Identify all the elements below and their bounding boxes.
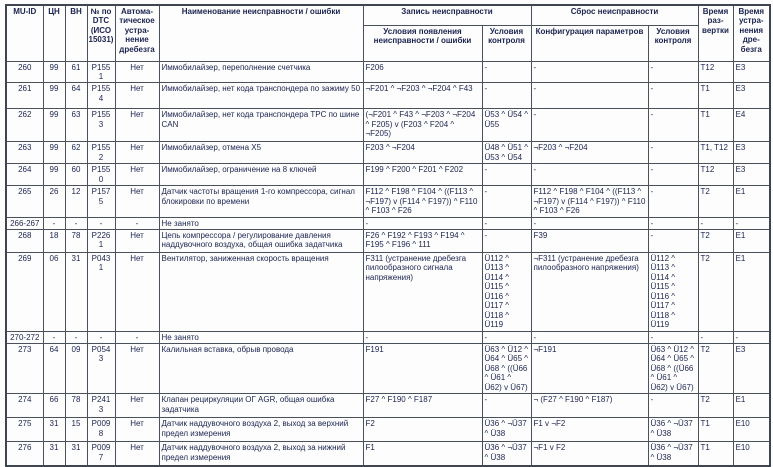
cell-record-control: Ü48 ^ Ü51 ^ Ü53 ^ Ü54 (482, 142, 531, 164)
cell-reset-control: - (648, 164, 698, 186)
table-row (6, 394, 770, 418)
cell-record-control: - (482, 217, 531, 229)
cell-record-control: Ü112 ^ Ü113 ^ Ü114 ^ Ü115 ^ Ü116 ^ Ü117 ^ Ü118 ^ Ü119 (482, 253, 531, 332)
cell-sweep-time: T1 (698, 83, 733, 109)
cell-fault-name: Иммобилайзер, ограничение на 8 ключей (159, 164, 363, 186)
cell-record-control: Ü63 ^ Ü12 ^ Ü64 ^ Ü65 ^ Ü68 ^ ((Ü66 ^ Ü61 ^ Ü62) v Ü67) (482, 343, 531, 393)
cell-auto-debounce: Нет (115, 394, 159, 418)
cell-record-control: - (482, 186, 531, 217)
cell-fault-name: Датчик наддувочного воздуха 2, выход за верхний предел измерения (159, 418, 363, 442)
cell-cn: 18 (43, 230, 65, 253)
cell-auto-debounce: Нет (115, 164, 159, 186)
cell-vn: 12 (65, 186, 87, 217)
cell-record-conditions: F203 ^ ¬F204 (363, 142, 482, 164)
cell-vn: 31 (65, 442, 87, 466)
cell-record-control: - (482, 83, 531, 109)
cell-muid: 266-267 (6, 217, 43, 229)
cell-cn: 99 (43, 109, 65, 142)
cell-cn: 99 (43, 142, 65, 164)
cell-sweep-time: T2 (698, 343, 733, 393)
cell-cn: 31 (43, 442, 65, 466)
cell-dtc-code: - (87, 217, 115, 229)
cell-reset-control: Ü36 ^ ¬Ü37 ^ Ü38 (648, 418, 698, 442)
cell-debounce-time: E10 (733, 418, 770, 442)
cell-reset-control: - (648, 394, 698, 418)
cell-muid: 260 (6, 61, 43, 83)
cell-reset-config: ¬F203 ^ ¬F204 (531, 142, 648, 164)
cell-record-conditions: F27 ^ F190 ^ F187 (363, 394, 482, 418)
cell-debounce-time: E1 (733, 230, 770, 253)
cell-debounce-time: E1 (733, 394, 770, 418)
cell-sweep-time: T2 (698, 253, 733, 332)
table-row (6, 83, 770, 109)
cell-dtc-code: P1552 (87, 142, 115, 164)
cell-sweep-time: - (698, 217, 733, 229)
cell-auto-debounce: Нет (115, 186, 159, 217)
col-header-vn: ВН (65, 5, 87, 61)
cell-reset-control: - (648, 217, 698, 229)
cell-cn: 31 (43, 418, 65, 442)
cell-muid: 263 (6, 142, 43, 164)
cell-muid: 273 (6, 343, 43, 393)
cell-muid: 262 (6, 109, 43, 142)
cell-debounce-time: E1 (733, 186, 770, 217)
cell-reset-config: - (531, 83, 648, 109)
table-row (6, 164, 770, 186)
cell-muid: 270-272 (6, 331, 43, 343)
cell-auto-debounce: Нет (115, 343, 159, 393)
cell-dtc-code: P0543 (87, 343, 115, 393)
cell-sweep-time: T1 (698, 442, 733, 466)
cell-debounce-time: E3 (733, 164, 770, 186)
cell-auto-debounce: - (115, 217, 159, 229)
col-header-reset-control: Условия контроля (648, 25, 698, 61)
cell-record-control: - (482, 331, 531, 343)
cell-vn: 31 (65, 253, 87, 332)
cell-record-conditions: F112 ^ F198 ^ F104 ^ ((F113 ^ ¬F197) v (F114 ^ F197)) ^ F110 ^ F103 ^ F26 (363, 186, 482, 217)
cell-auto-debounce: - (115, 331, 159, 343)
cell-reset-config: F112 ^ F198 ^ F104 ^ ((F113 ^ ¬F197) v (F114 ^ F197)) ^ F110 ^ F103 ^ F26 (531, 186, 648, 217)
table-row (6, 61, 770, 83)
cell-vn: 61 (65, 61, 87, 83)
cell-reset-config: F1 v ¬F2 (531, 418, 648, 442)
cell-sweep-time: T1 (698, 109, 733, 142)
table-row (6, 442, 770, 466)
col-header-auto-debounce: Автома-тическое устра-нение дребезга (115, 5, 159, 61)
cell-vn: 63 (65, 109, 87, 142)
col-header-record-conditions: Условия появления неисправности / ошибки (363, 25, 482, 61)
cell-record-control: - (482, 394, 531, 418)
cell-record-conditions: F311 (устранение дребезга пилообразного сигнала напряжения) (363, 253, 482, 332)
cell-dtc-code: P1553 (87, 109, 115, 142)
col-header-record-control: Условия контроля (482, 25, 531, 61)
cell-reset-control: Ü63 ^ Ü12 ^ Ü64 ^ Ü65 ^ Ü68 ^ ((Ü66 ^ Ü61 ^ Ü62) v Ü67) (648, 343, 698, 393)
table-row (6, 230, 770, 253)
table-body (6, 61, 770, 466)
cell-muid: 276 (6, 442, 43, 466)
cell-record-conditions: F2 (363, 418, 482, 442)
cell-dtc-code: P2261 (87, 230, 115, 253)
cell-vn: 09 (65, 343, 87, 393)
cell-debounce-time: E3 (733, 343, 770, 393)
cell-muid: 261 (6, 83, 43, 109)
cell-record-control: - (482, 164, 531, 186)
cell-cn: - (43, 217, 65, 229)
cell-muid: 264 (6, 164, 43, 186)
cell-reset-config: - (531, 61, 648, 83)
cell-record-conditions: ¬F201 ^ ¬F203 ^ ¬F204 ^ F43 (363, 83, 482, 109)
cell-sweep-time: T12 (698, 164, 733, 186)
cell-reset-control: - (648, 331, 698, 343)
cell-cn: 66 (43, 394, 65, 418)
cell-dtc-code: P1551 (87, 61, 115, 83)
cell-record-control: - (482, 230, 531, 253)
cell-debounce-time: E10 (733, 442, 770, 466)
cell-sweep-time: T12 (698, 61, 733, 83)
cell-fault-name: Не занято (159, 331, 363, 343)
cell-vn: 15 (65, 418, 87, 442)
cell-cn: 26 (43, 186, 65, 217)
cell-fault-name: Клапан рециркуляции ОГ AGR, общая ошибка задатчика (159, 394, 363, 418)
cell-record-control: Ü36 ^ ¬Ü37 ^ Ü38 (482, 442, 531, 466)
table-row (6, 418, 770, 442)
table-row (6, 343, 770, 393)
table-row (6, 186, 770, 217)
cell-cn: 99 (43, 83, 65, 109)
cell-vn: 60 (65, 164, 87, 186)
cell-dtc-code: P0097 (87, 442, 115, 466)
cell-dtc-code: P0098 (87, 418, 115, 442)
cell-record-conditions: F199 ^ F200 ^ F201 ^ F202 (363, 164, 482, 186)
cell-record-control: Ü53 ^ Ü54 ^ Ü55 (482, 109, 531, 142)
cell-debounce-time: - (733, 331, 770, 343)
cell-dtc-code: P2413 (87, 394, 115, 418)
col-group-fault-record: Запись неисправности (363, 5, 531, 25)
cell-muid: 275 (6, 418, 43, 442)
cell-auto-debounce: Нет (115, 253, 159, 332)
cell-reset-config: ¬ (F27 ^ F190 ^ F187) (531, 394, 648, 418)
cell-record-conditions: (¬F201 ^ F43 ^ ¬F203 ^ ¬F204 ^ F205) v (F203 ^ F204 ^ ¬F205) (363, 109, 482, 142)
table-header (6, 5, 770, 61)
cell-fault-name: Иммобилайзер, нет кода транспондера по зажиму 50 (159, 83, 363, 109)
cell-debounce-time: E4 (733, 109, 770, 142)
cell-record-conditions: F1 (363, 442, 482, 466)
cell-fault-name: Иммобилайзер, переполнение счетчика (159, 61, 363, 83)
cell-fault-name: Датчик частоты вращения 1-го компрессора, сигнал блокировки по времени (159, 186, 363, 217)
cell-cn: 99 (43, 61, 65, 83)
cell-vn: 62 (65, 142, 87, 164)
cell-reset-control: - (648, 109, 698, 142)
cell-fault-name: Цепь компрессора / регулирование давления наддувочного воздуха, общая ошибка задатчика (159, 230, 363, 253)
cell-sweep-time: - (698, 331, 733, 343)
cell-cn: 06 (43, 253, 65, 332)
cell-auto-debounce: Нет (115, 230, 159, 253)
cell-record-conditions: - (363, 331, 482, 343)
cell-vn: - (65, 217, 87, 229)
cell-record-control: Ü36 ^ ¬Ü37 ^ Ü38 (482, 418, 531, 442)
cell-sweep-time: T1 (698, 418, 733, 442)
cell-auto-debounce: Нет (115, 142, 159, 164)
cell-reset-control: Ü36 ^ ¬Ü37 ^ Ü38 (648, 442, 698, 466)
cell-sweep-time: T1, T12 (698, 142, 733, 164)
cell-debounce-time: E3 (733, 142, 770, 164)
cell-vn: - (65, 331, 87, 343)
cell-fault-name: Датчик наддувочного воздуха 2, выход за нижний предел измерения (159, 442, 363, 466)
table-row (6, 217, 770, 229)
cell-sweep-time: T2 (698, 394, 733, 418)
cell-auto-debounce: Нет (115, 109, 159, 142)
cell-vn: 78 (65, 230, 87, 253)
cell-dtc-code: P1550 (87, 164, 115, 186)
cell-reset-control: - (648, 186, 698, 217)
cell-reset-control: Ü112 ^ Ü113 ^ Ü114 ^ Ü115 ^ Ü116 ^ Ü117 ^ Ü118 ^ Ü119 (648, 253, 698, 332)
cell-debounce-time: - (733, 217, 770, 229)
cell-fault-name: Не занято (159, 217, 363, 229)
cell-muid: 265 (6, 186, 43, 217)
cell-reset-config: - (531, 109, 648, 142)
table-row (6, 109, 770, 142)
cell-record-control: - (482, 61, 531, 83)
cell-reset-control: - (648, 142, 698, 164)
col-header-cn: ЦН (43, 5, 65, 61)
cell-vn: 78 (65, 394, 87, 418)
cell-muid: 274 (6, 394, 43, 418)
cell-debounce-time: E3 (733, 83, 770, 109)
col-header-muid: MU-ID (6, 5, 43, 61)
cell-fault-name: Иммобилайзер, отмена X5 (159, 142, 363, 164)
cell-fault-name: Вентилятор, заниженная скорость вращения (159, 253, 363, 332)
cell-reset-control: - (648, 230, 698, 253)
cell-record-conditions: F206 (363, 61, 482, 83)
cell-cn: - (43, 331, 65, 343)
table-row (6, 142, 770, 164)
col-header-fault-name: Наименование неисправности / ошибки (159, 5, 363, 61)
dtc-fault-table (5, 4, 771, 467)
cell-sweep-time: T2 (698, 230, 733, 253)
cell-dtc-code: P0431 (87, 253, 115, 332)
cell-muid: 268 (6, 230, 43, 253)
cell-sweep-time: T2 (698, 186, 733, 217)
cell-cn: 99 (43, 164, 65, 186)
col-header-dtc: № по DTC (ИСО 15031) (87, 5, 115, 61)
col-header-reset-config: Конфигурация параметров (531, 25, 648, 61)
cell-reset-config: ¬F191 (531, 343, 648, 393)
cell-reset-config: ¬F311 (устранение дребезга пилообразного напряжения) (531, 253, 648, 332)
table-row (6, 331, 770, 343)
cell-fault-name: Иммобилайзер, нет кода транспондера TPC по шине CAN (159, 109, 363, 142)
col-header-sweep-time: Время раз-вертки (698, 5, 733, 61)
cell-reset-config: - (531, 217, 648, 229)
cell-auto-debounce: Нет (115, 418, 159, 442)
cell-reset-control: - (648, 61, 698, 83)
cell-dtc-code: P1554 (87, 83, 115, 109)
col-header-debounce-time: Время устра-нения дре-безга (733, 5, 770, 61)
cell-fault-name: Калильная вставка, обрыв провода (159, 343, 363, 393)
cell-reset-config: F39 (531, 230, 648, 253)
cell-vn: 64 (65, 83, 87, 109)
cell-auto-debounce: Нет (115, 442, 159, 466)
cell-record-conditions: - (363, 217, 482, 229)
cell-record-conditions: F191 (363, 343, 482, 393)
cell-reset-config: ¬F1 v F2 (531, 442, 648, 466)
cell-record-conditions: F26 ^ F192 ^ F193 ^ F194 ^ F195 ^ F196 ^ 111 (363, 230, 482, 253)
cell-reset-control: - (648, 83, 698, 109)
table-row (6, 253, 770, 332)
cell-dtc-code: P1575 (87, 186, 115, 217)
cell-reset-config: - (531, 331, 648, 343)
cell-reset-config: - (531, 164, 648, 186)
cell-cn: 64 (43, 343, 65, 393)
cell-debounce-time: E1 (733, 253, 770, 332)
cell-muid: 269 (6, 253, 43, 332)
cell-auto-debounce: Нет (115, 61, 159, 83)
cell-dtc-code: - (87, 331, 115, 343)
cell-debounce-time: E3 (733, 61, 770, 83)
cell-auto-debounce: Нет (115, 83, 159, 109)
col-group-fault-reset: Сброс неисправности (531, 5, 698, 25)
